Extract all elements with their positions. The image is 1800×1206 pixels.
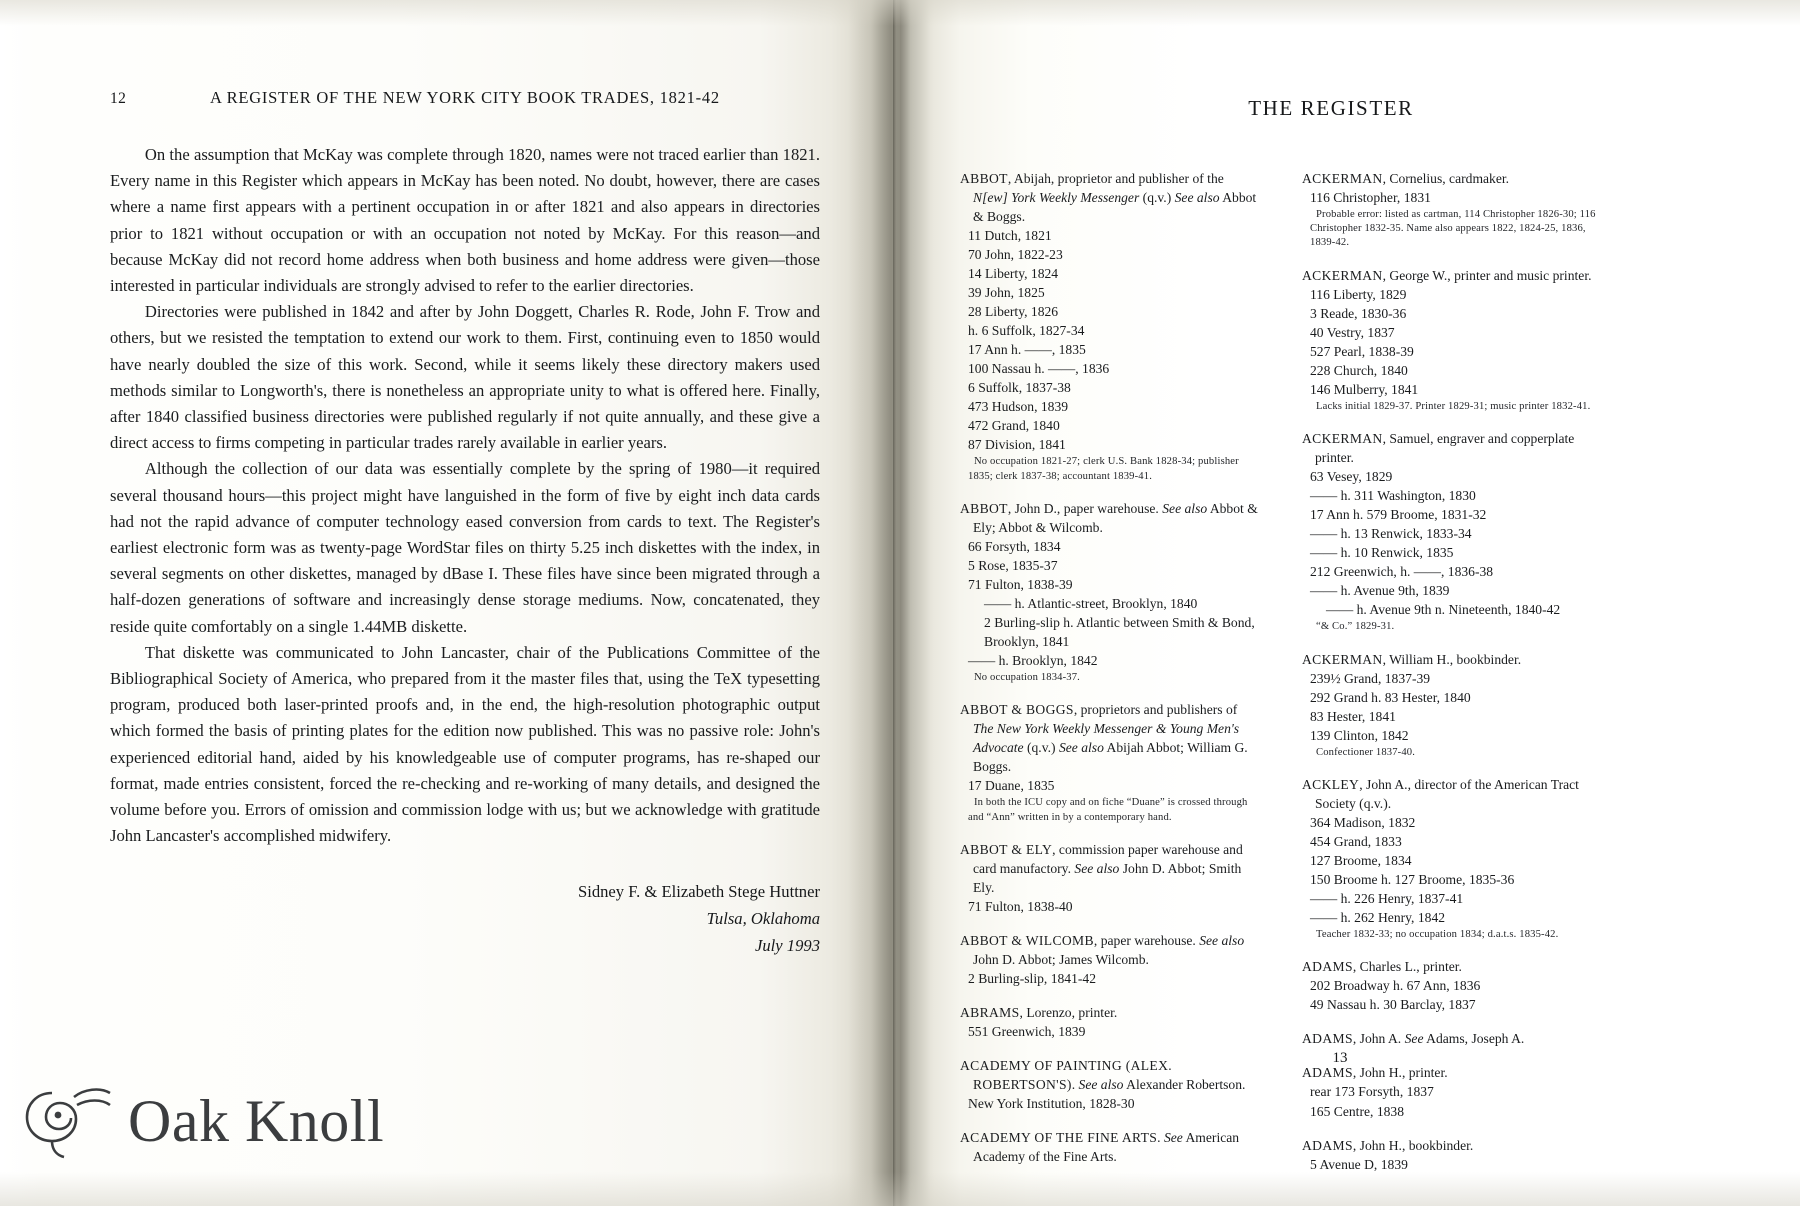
entry-address-line: 70 John, 1822-23 xyxy=(968,247,1063,263)
register-entry xyxy=(1302,1136,1600,1174)
entry-name: ACADEMY OF THE FINE ARTS xyxy=(960,1130,1158,1146)
entry-italic-title: See xyxy=(1404,1031,1424,1047)
entry-address-line: 63 Vesey, 1829 xyxy=(1310,469,1393,485)
entry-heading: ADAMS, John H., printer. xyxy=(1302,1065,1448,1081)
entry-heading: ACKERMAN, Cornelius, cardmaker. xyxy=(1302,171,1510,186)
entry-address-line: 14 Liberty, 1824 xyxy=(968,266,1059,282)
entry-address-line: 28 Liberty, 1826 xyxy=(968,304,1059,320)
entry-name: ABBOT & BOGGS xyxy=(960,702,1074,718)
entry-name: ABRAMS xyxy=(960,1005,1020,1021)
entry-address-line: h. 6 Suffolk, 1827-34 xyxy=(968,323,1085,339)
register-entry xyxy=(1302,957,1600,1014)
entry-address-line: 40 Vestry, 1837 xyxy=(1310,324,1395,340)
entry-note: Confectioner 1837-40. xyxy=(1316,746,1416,758)
entry-heading: ABRAMS, Lorenzo, printer. xyxy=(960,1005,1118,1021)
entry-address-line: 202 Broadway h. 67 Ann, 1836 xyxy=(1310,978,1481,994)
right-page-content xyxy=(960,96,1720,1189)
entry-address-line: 71 Fulton, 1838-40 xyxy=(968,898,1073,914)
running-head xyxy=(110,88,820,108)
signature-place: Tulsa, Oklahoma xyxy=(706,909,820,929)
register-entry xyxy=(1302,266,1600,414)
entry-heading: ACKERMAN, Samuel, engraver and copperplate printer. xyxy=(1302,431,1575,466)
entry-address-line: —— h. 311 Washington, 1830 xyxy=(1310,488,1476,504)
entry-name: ADAMS xyxy=(1302,1137,1353,1153)
entry-address-line: 3 Reade, 1830-36 xyxy=(1310,305,1407,321)
entry-address-line: 39 John, 1825 xyxy=(968,285,1045,301)
entry-address-line: 239½ Grand, 1837-39 xyxy=(1310,670,1431,686)
register-column-1 xyxy=(960,169,1258,1189)
entry-address-line: —— h. Brooklyn, 1842 xyxy=(968,653,1098,669)
entry-address-line: —— h. Avenue 9th, 1839 xyxy=(1310,583,1450,599)
entry-address-line: 5 Avenue D, 1839 xyxy=(1310,1156,1408,1172)
register-entry xyxy=(1302,1029,1600,1048)
entry-address-line: 11 Dutch, 1821 xyxy=(968,228,1052,244)
running-head-title: A REGISTER OF THE NEW YORK CITY BOOK TRADES, 1821-42 xyxy=(210,88,720,107)
entry-address-line: 127 Broome, 1834 xyxy=(1310,853,1412,868)
entry-note: “& Co.” 1829-31. xyxy=(1316,621,1395,633)
entry-address-line: 5 Rose, 1835-37 xyxy=(968,557,1058,573)
entry-name: ACKERMAN xyxy=(1302,171,1383,186)
entry-address-line: 71 Fulton, 1838-39 xyxy=(968,576,1073,592)
entry-address-line: —— h. 226 Henry, 1837-41 xyxy=(1310,891,1464,907)
register-entry xyxy=(1302,650,1600,760)
entry-address-line: 6 Suffolk, 1837-38 xyxy=(968,380,1071,396)
register-entry xyxy=(960,169,1258,484)
signature-date: July 1993 xyxy=(755,936,820,956)
entry-address-line: 472 Grand, 1840 xyxy=(968,418,1060,434)
entry-name: ABBOT xyxy=(960,500,1008,516)
paragraph-4: That diskette was communicated to John Lancaster, chair of the Publications Committee of the Bibliographical Society of America, who prepared from it the master files that, using the TeX typesetting program, produced both laser-printed proofs and, in the end, the high-resolution photographic output which formed the basis of printing plates for the edition now published. This was no passive role: John's experienced editorial hand, aided by his knowledgeable use of computer programs, has re-shaped our format, made entries consistent, forced the re-checking and re-working of many details, and designed the volume before you. Errors of omission and commission lodge with us; but we acknowledge with gratitude John Lancaster's accomplished midwifery. xyxy=(110,642,820,846)
entry-italic-title: See also xyxy=(1078,1077,1124,1093)
entry-address-line: New York Institution, 1828-30 xyxy=(968,1096,1135,1112)
entry-see-also: See also xyxy=(1174,190,1220,206)
entry-address-line: 527 Pearl, 1838-39 xyxy=(1310,343,1414,359)
page-folio-left: 12 xyxy=(110,90,127,107)
register-entry xyxy=(1302,1063,1600,1120)
entry-heading: ADAMS, John H., bookbinder. xyxy=(1302,1137,1474,1153)
entry-address-line: 292 Grand h. 83 Hester, 1840 xyxy=(1310,689,1471,705)
entry-italic-title: See xyxy=(1163,1130,1183,1146)
entry-heading: ADAMS, Charles L., printer. xyxy=(1302,959,1462,975)
entry-heading: ABBOT & ELY, commission paper warehouse and card manufactory. See also John D. Abbot; Smith Ely. xyxy=(960,841,1243,895)
entry-heading: ACKERMAN, George W., printer and music printer. xyxy=(1302,267,1592,283)
page-folio-right: 13 xyxy=(1332,1050,1348,1066)
entry-address-line: 17 Duane, 1835 xyxy=(968,778,1055,794)
register-entry xyxy=(960,931,1258,988)
entry-address-line: 116 Christopher, 1831 xyxy=(1310,190,1431,206)
entry-heading: ACKLEY, John A., director of the American Tract Society (q.v.). xyxy=(1302,776,1579,811)
register-entry xyxy=(960,1128,1258,1166)
register-entry xyxy=(960,840,1258,916)
entry-note: No occupation 1834-37. xyxy=(974,672,1080,684)
entry-note: Probable error: listed as cartman, 114 Christopher 1826-30; 116 Christopher 1832-35. Name also appears 1822, 1824-25, 1836, 1839-42. xyxy=(1310,209,1596,249)
left-page-content xyxy=(110,88,820,960)
entry-heading: ACADEMY OF PAINTING (ALEX. ROBERTSON'S). See also Alexander Robertson. xyxy=(960,1058,1246,1093)
entry-heading: ABBOT, John D., paper warehouse. See also Abbot & Ely; Abbot & Wilcomb. xyxy=(960,500,1258,535)
entry-italic-title: See also xyxy=(1162,500,1208,516)
entry-name: ACKLEY xyxy=(1302,776,1360,792)
paragraph-3: Although the collection of our data was essentially complete by the spring of 1980—it required several thousand hours—this project might have languished in the form of five by eight inch data cards had not the rapid advance of computer technology eased conversion from cards to text. The Register's earliest electronic form was as twenty-page WordStar files on thirty 5.25 inch diskettes with the index, in several segments on other diskettes, managed by dBase I. These files have since been migrated through a half-dozen generations of software and increasingly dense storage mediums. Now, concatenated, they reside quite comfortably on a single 1.44MB diskette. xyxy=(110,459,820,636)
entry-address-line: 2 Burling-slip, 1841-42 xyxy=(968,971,1097,987)
entry-address-line: 551 Greenwich, 1839 xyxy=(968,1024,1086,1040)
register-title: THE REGISTER xyxy=(1248,96,1414,120)
signature-names: Sidney F. & Elizabeth Stege Huttner xyxy=(577,882,820,902)
register-columns xyxy=(960,169,1720,1189)
entry-address-line: 87 Division, 1841 xyxy=(968,437,1066,453)
oak-knoll-wordmark: Oak Knoll xyxy=(128,1088,385,1154)
entry-address-line: 2 Burling-slip h. Atlantic between Smith & Bond, Brooklyn, 1841 xyxy=(984,615,1255,650)
entry-address-line: 454 Grand, 1833 xyxy=(1310,833,1402,849)
entry-heading: ABBOT, Abijah, proprietor and publisher of the N[ew] York Weekly Messenger (q.v.) See also Abbot & Boggs. xyxy=(960,171,1257,225)
entry-address-line: 228 Church, 1840 xyxy=(1310,362,1408,378)
entry-address-line: 146 Mulberry, 1841 xyxy=(1310,381,1419,397)
register-entry xyxy=(960,1003,1258,1041)
entry-address-line: 17 Ann h. ——, 1835 xyxy=(968,342,1086,358)
register-entry xyxy=(960,499,1258,685)
paragraph-1: On the assumption that McKay was complete through 1820, names were not traced earlier than 1821. Every name in this Register which appears in McKay has been noted. No doubt, however, there are cases where a name first appears with a pertinent occupation in or after 1821 and also appears in directories prior to 1821 without occupation or with an occupation not noted by McKay. For this reason—and because McKay did not record home address when both business and home address were given—those interested in particular individuals are strongly advised to refer to the earlier directories. xyxy=(110,145,820,296)
entry-note: Teacher 1832-33; no occupation 1834; d.a.t.s. 1835-42. xyxy=(1316,929,1559,941)
entry-address-line: 116 Liberty, 1829 xyxy=(1310,286,1407,302)
entry-address-line: 66 Forsyth, 1834 xyxy=(968,538,1061,554)
entry-heading: ACKERMAN, William H., bookbinder. xyxy=(1302,651,1522,667)
entry-address-line: 473 Hudson, 1839 xyxy=(968,399,1069,415)
entry-note: Lacks initial 1829-37. Printer 1829-31; music printer 1832-41. xyxy=(1316,400,1591,412)
entry-address-line: 364 Madison, 1832 xyxy=(1310,814,1416,830)
entry-name: ABBOT xyxy=(960,171,1008,186)
entry-heading: ABBOT & WILCOMB, paper warehouse. See also John D. Abbot; James Wilcomb. xyxy=(960,932,1245,967)
entry-address-line: 150 Broome h. 127 Broome, 1835-36 xyxy=(1310,872,1515,888)
entry-italic-title: N[ew] York Weekly Messenger xyxy=(973,190,1140,206)
entry-address-line: —— h. 10 Renwick, 1835 xyxy=(1310,545,1454,561)
register-entry xyxy=(960,700,1258,825)
entry-name: ACKERMAN xyxy=(1302,651,1383,667)
entry-name: ACADEMY OF PAINTING (ALEX. ROBERTSON'S) xyxy=(960,1058,1172,1093)
signature-block xyxy=(110,879,820,960)
entry-address-line: 17 Ann h. 579 Broome, 1831-32 xyxy=(1310,507,1487,523)
entry-heading: ACADEMY OF THE FINE ARTS. See American Academy of the Fine Arts. xyxy=(960,1130,1240,1165)
entry-address-line: 139 Clinton, 1842 xyxy=(1310,727,1409,743)
entry-note: In both the ICU copy and on fiche “Duane” is crossed through and “Ann” written in by a contemporary hand. xyxy=(968,797,1248,823)
entry-name: ACKERMAN xyxy=(1302,431,1383,447)
entry-italic-title: See also xyxy=(1199,932,1245,948)
entry-name: ADAMS xyxy=(1302,1031,1353,1047)
register-entry xyxy=(1302,169,1600,251)
entry-heading: ABBOT & BOGGS, proprietors and publishers of The New York Weekly Messenger & Young Men's Advocate (q.v.) See also Abijah Abbot; William G. Boggs. xyxy=(960,702,1248,775)
register-entry xyxy=(1302,429,1600,635)
entry-name: ABBOT & ELY xyxy=(960,841,1053,857)
entry-address-line: —— h. 13 Renwick, 1833-34 xyxy=(1310,526,1472,542)
entry-address-line: —— h. 262 Henry, 1842 xyxy=(1310,910,1446,926)
entry-address-line: 49 Nassau h. 30 Barclay, 1837 xyxy=(1310,997,1476,1013)
register-entry xyxy=(1302,775,1600,942)
entry-address-line: 83 Hester, 1841 xyxy=(1310,708,1396,724)
entry-address-line: —— h. Atlantic-street, Brooklyn, 1840 xyxy=(984,596,1198,611)
paragraph-2: Directories were published in 1842 and after by John Doggett, Charles R. Rode, John F. Trow and others, but we resisted the temptation to extend our work to them. First, continuing even to 1850 would have nearly doubled the size of this work. Second, while it seems likely these directory makers used methods similar to Longworth's, there is nonetheless an appropriate unity to what is offered here. Finally, after 1840 classified business directories were published regularly if not quite annually, and these give a direct access to firms competing in particular trades rarely available in earlier years. xyxy=(110,302,820,453)
entry-italic-title: The New York Weekly Messenger & Young Men's Advocate xyxy=(973,721,1240,756)
entry-see-also: See also xyxy=(1058,740,1104,756)
entry-italic-title: See also xyxy=(1074,860,1120,876)
entry-name: ADAMS xyxy=(1302,1065,1353,1081)
entry-name: ADAMS xyxy=(1302,959,1353,975)
entry-note: No occupation 1821-27; clerk U.S. Bank 1828-34; publisher 1835; clerk 1837-38; accountant 1839-41. xyxy=(968,456,1239,482)
entry-address-line: —— h. Avenue 9th n. Nineteenth, 1840-42 xyxy=(1326,602,1561,618)
entry-name: ABBOT & WILCOMB xyxy=(960,932,1094,948)
entry-name: ACKERMAN xyxy=(1302,267,1383,283)
entry-heading: ADAMS, John A. See Adams, Joseph A. xyxy=(1302,1031,1525,1047)
entry-address-line: 165 Centre, 1838 xyxy=(1310,1103,1405,1119)
entry-address-line: rear 173 Forsyth, 1837 xyxy=(1310,1084,1434,1100)
entry-address-line: 100 Nassau h. ——, 1836 xyxy=(968,361,1110,377)
register-column-2 xyxy=(1302,169,1600,1189)
entry-address-line: 212 Greenwich, h. ——, 1836-38 xyxy=(1310,564,1494,580)
